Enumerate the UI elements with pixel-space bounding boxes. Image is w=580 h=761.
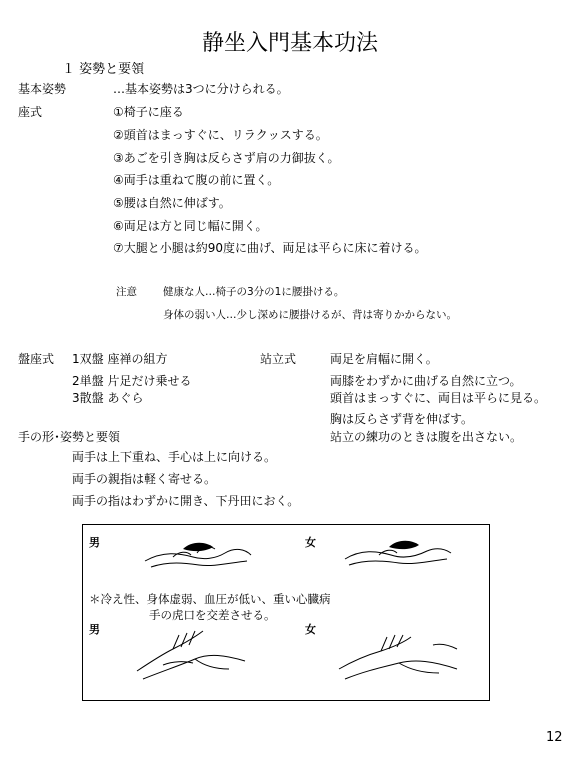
figure-caption: 手の虎口を交差させる。: [149, 608, 276, 622]
hands-line: 両手の親指は軽く寄せる。: [72, 472, 217, 486]
hand-position-figure: [82, 524, 490, 701]
standing-line: 両膝をわずかに曲げる自然に立つ。: [330, 374, 522, 388]
section-heading: １ 姿勢と要領: [62, 62, 145, 77]
seated-item: ②頭首はまっすぐに、リラクッスする。: [113, 128, 328, 142]
seated-item: ⑦大腿と小腿は約90度に曲げ、両足は平らに床に着ける。: [113, 241, 427, 255]
note-line: 身体の弱い人…少し深めに腰掛けるが、背は寄りかからない。: [163, 309, 457, 321]
seated-item: ①椅子に座る: [113, 105, 184, 119]
basic-posture-text: …基本姿勢は3つに分けられる。: [113, 82, 289, 96]
lotus-item: 2単盤 片足だけ乗せる: [72, 374, 192, 388]
note-line: 健康な人…椅子の3分の1に腰掛ける。: [163, 286, 345, 298]
standing-line: 頭首はまっすぐに、両目は平らに見る。: [330, 391, 547, 405]
page-number: 12: [546, 730, 563, 745]
lotus-label: 盤座式: [18, 352, 55, 366]
standing-line: 胸は反らさず背を伸ばす。: [330, 412, 474, 426]
basic-posture-label: 基本姿勢: [18, 82, 67, 96]
figure-caption: ＊冷え性、身体虚弱、血圧が低い、重い心臓病: [89, 592, 331, 606]
seated-item: ③あごを引き胸は反らさず肩の力御抜く。: [113, 151, 340, 165]
lotus-item: 3散盤 あぐら: [72, 391, 144, 405]
hands-line: 両手は上下重ね、手心は上に向ける。: [72, 450, 277, 464]
seated-item: ⑤腰は自然に伸ばす。: [113, 196, 231, 210]
hands-line: 両手の指はわずかに開き、下丹田におく。: [72, 494, 300, 508]
standing-line: 站立の練功のときは腹を出さない。: [330, 430, 523, 444]
female-hands-crossed-illustration: [333, 625, 463, 685]
hands-heading: 手の形･姿勢と要領: [18, 430, 121, 444]
page-title: 静坐入門基本功法: [201, 31, 378, 56]
lotus-item: 1双盤 座禅の組方: [72, 352, 168, 366]
seated-label: 座式: [18, 105, 43, 119]
seated-item: ④両手は重ねて腹の前に置く。: [113, 173, 280, 187]
female-label: 女: [305, 536, 316, 549]
female-label: 女: [305, 623, 316, 636]
standing-label: 站立式: [260, 352, 297, 366]
male-hands-crossed-illustration: [133, 625, 253, 685]
female-hands-overlap-illustration: [343, 531, 453, 573]
male-label: 男: [89, 536, 100, 549]
note-label: 注意: [116, 286, 137, 298]
male-label: 男: [89, 623, 100, 636]
male-hands-overlap-illustration: [143, 531, 253, 573]
seated-item: ⑥両足は方と同じ幅に開く。: [113, 219, 268, 233]
standing-line: 両足を肩幅に開く。: [330, 352, 438, 366]
